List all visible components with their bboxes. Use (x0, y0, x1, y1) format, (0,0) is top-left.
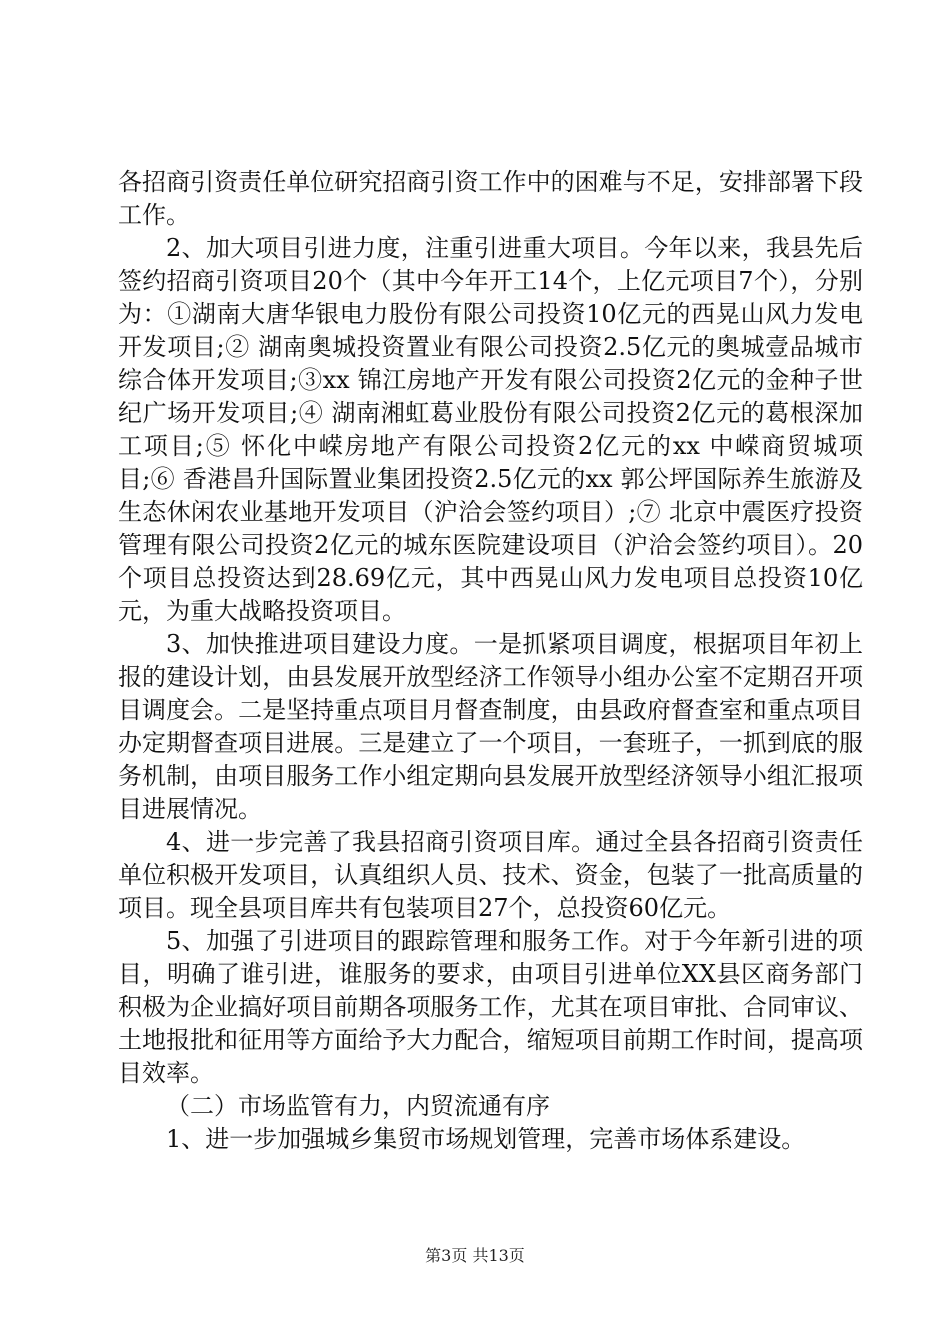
page-number-footer: 第3页 共13页 (425, 1246, 525, 1265)
paragraph-item-4: 4、进一步完善了我县招商引资项目库。通过全县各招商引资责任单位积极开发项目，认真组织人员、技术、资金，包装了一批高质量的项目。现全县项目库共有包装项目27个，总投资60亿元。 (118, 828, 863, 922)
paragraph-item-2: 2、加大项目引进力度，注重引进重大项目。今年以来，我县先后签约招商引资项目20个（其中今年开工14个，上亿元项目7个），分别为：①湖南大唐华银电力股份有限公司投资10亿元的西晃山风力发电开发项目;② 湖南奥城投资置业有限公司投资2.5亿元的奥城壹品城市综合体开发项目;③xx 锦江房地产开发有限公司投资2亿元的金种子世纪广场开发项目;④ 湖南湘虹葛业股份有限公司投资2亿元的葛根深加工项目;⑤ 怀化中嵘房地产有限公司投资2亿元的xx 中嵘商贸城项目;⑥ 香港昌升国际置业集团投资2.5亿元的xx 郭公坪国际养生旅游及生态休闲农业基地开发项目（沪洽会签约项目）;⑦ 北京中震医疗投资管理有限公司投资2亿元的城东医院建设项目（沪洽会签约项目）。20个项目总投资达到28.69亿元，其中西晃山风力发电项目总投资10亿元，为重大战略投资项目。 (118, 234, 863, 625)
paragraph-continuation: 各招商引资责任单位研究招商引资工作中的困难与不足，安排部署下段工作。 (118, 168, 863, 229)
document-body (118, 166, 863, 1156)
paragraph-item-5: 5、加强了引进项目的跟踪管理和服务工作。对于今年新引进的项目，明确了谁引进，谁服务的要求，由项目引进单位XX县区商务部门积极为企业搞好项目前期各项服务工作，尤其在项目审批、合同审议、土地报批和征用等方面给予大力配合，缩短项目前期工作时间，提高项目效率。 (118, 927, 863, 1087)
paragraph-item-3: 3、加快推进项目建设力度。一是抓紧项目调度，根据项目年初上报的建设计划，由县发展开放型经济工作领导小组办公室不定期召开项目调度会。二是坚持重点项目月督查制度，由县政府督查室和重点项目办定期督查项目进展。三是建立了一个项目，一套班子，一抓到底的服务机制，由项目服务工作小组定期向县发展开放型经济领导小组汇报项目进展情况。 (118, 630, 863, 823)
paragraph-item-1: 1、进一步加强城乡集贸市场规划管理，完善市场体系建设。 (166, 1125, 806, 1153)
section-heading: （二）市场监管有力，内贸流通有序 (166, 1092, 550, 1120)
